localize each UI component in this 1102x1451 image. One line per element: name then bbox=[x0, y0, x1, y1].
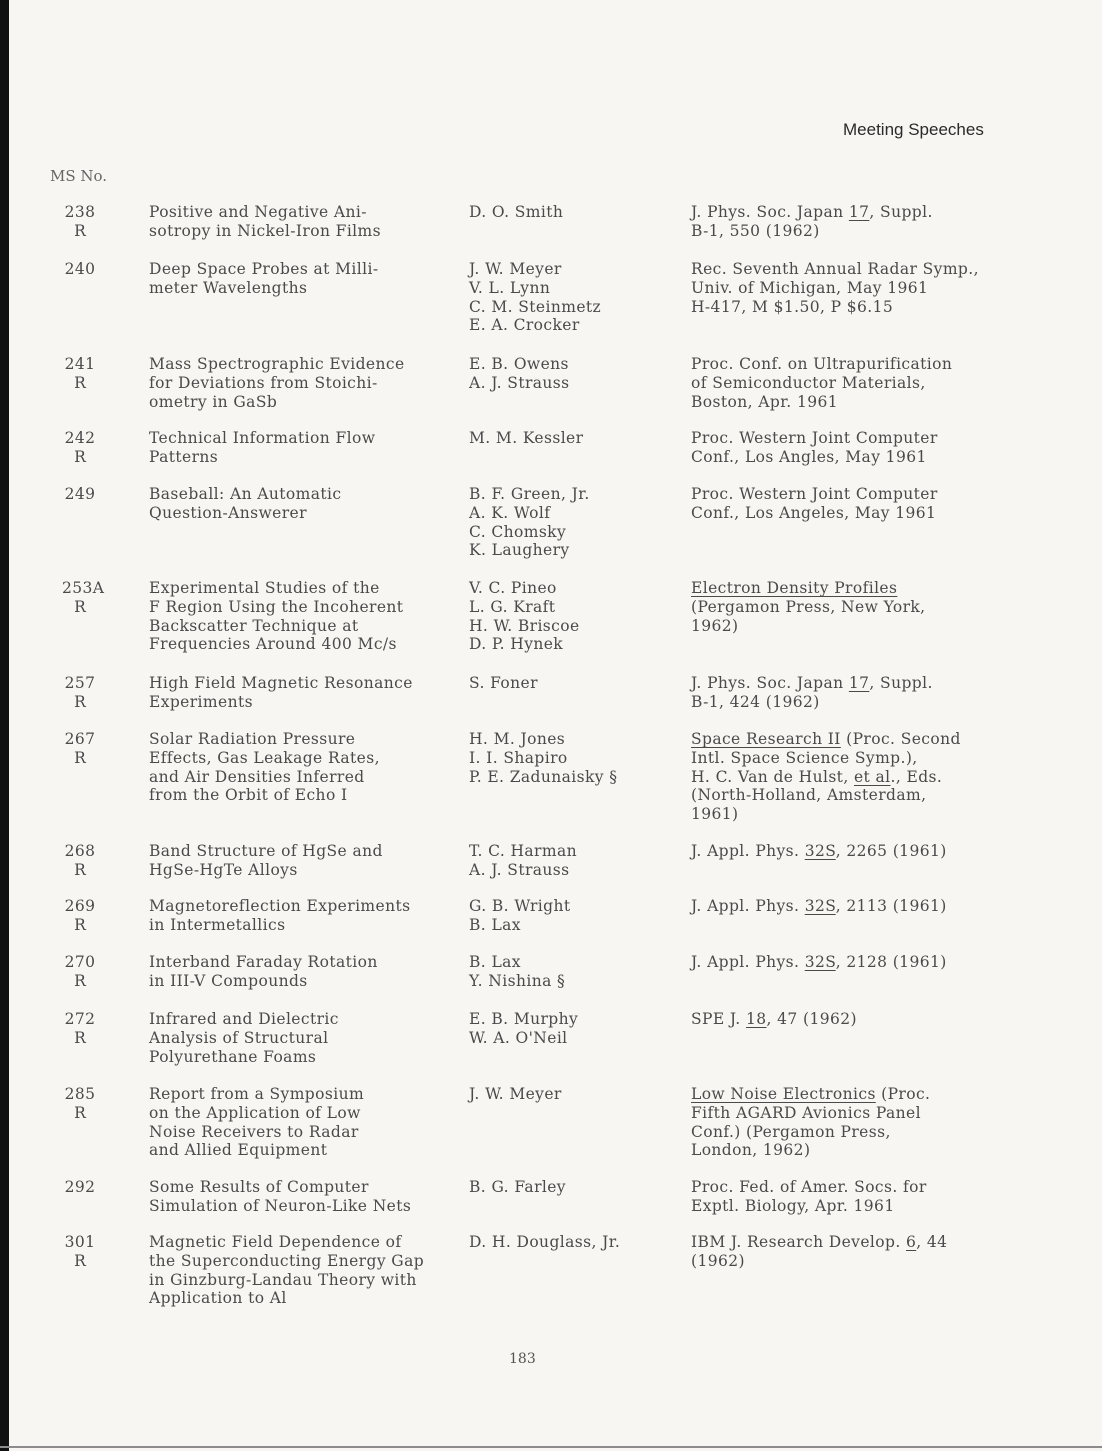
ms-number bbox=[62, 203, 98, 241]
reference-text: of Semiconductor Materials, bbox=[691, 373, 926, 392]
ms-number-value: 269 bbox=[64, 897, 96, 915]
publication-reference bbox=[691, 953, 1011, 972]
author-name: V. C. Pineo bbox=[469, 579, 557, 597]
title-line: Effects, Gas Leakage Rates, bbox=[149, 748, 380, 767]
speech-title bbox=[149, 355, 459, 411]
reference-text: Fifth AGARD Avionics Panel bbox=[691, 1103, 921, 1122]
revision-mark: R bbox=[74, 915, 86, 934]
title-line: Magnetoreflection Experiments bbox=[149, 897, 411, 915]
reference-text: , 2113 (1961) bbox=[835, 897, 947, 915]
publication-reference bbox=[691, 1085, 1011, 1160]
author-name: A. J. Strauss bbox=[469, 373, 570, 392]
underlined-text: Space Research II bbox=[691, 730, 841, 748]
speech-title bbox=[149, 1085, 459, 1160]
reference-text: Proc. Western Joint Computer bbox=[691, 429, 938, 447]
underlined-text: Electron Density Profiles bbox=[691, 579, 898, 597]
reference-line bbox=[691, 768, 1011, 787]
reference-text: B-1, 550 (1962) bbox=[691, 221, 820, 240]
reference-text: B-1, 424 (1962) bbox=[691, 692, 820, 711]
ms-number bbox=[62, 897, 98, 935]
reference-text: 1961) bbox=[691, 805, 739, 824]
speech-title bbox=[149, 897, 459, 935]
reference-line bbox=[691, 1178, 1011, 1197]
title-line: in Intermetallics bbox=[149, 915, 286, 934]
underlined-text: 18 bbox=[745, 1010, 767, 1028]
page-number: 183 bbox=[509, 1351, 536, 1367]
reference-line bbox=[691, 260, 1011, 279]
author-name: S. Foner bbox=[469, 674, 538, 692]
title-line: Experiments bbox=[149, 692, 253, 711]
reference-text: 1962) bbox=[691, 616, 739, 635]
speech-title bbox=[149, 1010, 459, 1066]
revision-mark: R bbox=[74, 692, 86, 711]
reference-text: Conf., Los Angles, May 1961 bbox=[691, 447, 927, 466]
reference-text: J. Appl. Phys. bbox=[691, 842, 805, 860]
speech-authors bbox=[469, 1233, 679, 1252]
reference-line bbox=[691, 298, 1011, 317]
reference-text: ., Eds. bbox=[890, 767, 943, 786]
ms-number bbox=[62, 485, 98, 504]
reference-line bbox=[691, 579, 1011, 598]
author-name: L. G. Kraft bbox=[469, 597, 556, 616]
reference-text: J. Phys. Soc. Japan bbox=[691, 674, 849, 692]
title-line: and Allied Equipment bbox=[149, 1141, 328, 1160]
author-name: I. I. Shapiro bbox=[469, 748, 568, 767]
author-name: M. M. Kessler bbox=[469, 429, 584, 447]
reference-line bbox=[691, 1104, 1011, 1123]
title-line: Experimental Studies of the bbox=[149, 579, 380, 597]
reference-line bbox=[691, 504, 1011, 523]
title-line: in Ginzburg-Landau Theory with bbox=[149, 1270, 417, 1289]
reference-text: Proc. Conf. on Ultrapurification bbox=[691, 355, 953, 373]
revision-mark: R bbox=[74, 597, 86, 616]
author-name: D. O. Smith bbox=[469, 203, 564, 221]
publication-reference bbox=[691, 429, 1011, 467]
reference-text: (Proc. bbox=[875, 1085, 931, 1103]
reference-text: (Pergamon Press, New York, bbox=[691, 597, 926, 616]
title-line: ometry in GaSb bbox=[149, 392, 278, 411]
author-name: K. Laughery bbox=[469, 541, 570, 560]
author-name: B. Lax bbox=[469, 915, 521, 934]
ms-number-value: 238 bbox=[64, 203, 96, 221]
title-line: Interband Faraday Rotation bbox=[149, 953, 378, 971]
reference-text: , 44 bbox=[916, 1233, 948, 1251]
reference-text: (1962) bbox=[691, 1251, 745, 1270]
underlined-text: 32S bbox=[804, 897, 836, 915]
reference-line bbox=[691, 355, 1011, 374]
title-line: from the Orbit of Echo I bbox=[149, 786, 348, 805]
author-name: P. E. Zadunaisky § bbox=[469, 767, 618, 786]
reference-line bbox=[691, 598, 1011, 617]
speech-title bbox=[149, 429, 459, 467]
author-name: E. B. Murphy bbox=[469, 1010, 579, 1028]
speech-title bbox=[149, 842, 459, 880]
publication-reference bbox=[691, 674, 1011, 712]
title-line: Analysis of Structural bbox=[149, 1028, 329, 1047]
reference-text: Exptl. Biology, Apr. 1961 bbox=[691, 1196, 895, 1215]
revision-mark: R bbox=[74, 1103, 86, 1122]
reference-line bbox=[691, 1010, 1011, 1029]
speech-authors bbox=[469, 1178, 679, 1197]
title-line: Positive and Negative Ani- bbox=[149, 203, 367, 221]
title-line: Report from a Symposium bbox=[149, 1085, 365, 1103]
title-line: HgSe-HgTe Alloys bbox=[149, 860, 298, 879]
title-line: sotropy in Nickel-Iron Films bbox=[149, 221, 381, 240]
reference-line bbox=[691, 730, 1011, 749]
author-name: H. M. Jones bbox=[469, 730, 566, 748]
author-name: E. B. Owens bbox=[469, 355, 569, 373]
title-line: F Region Using the Incoherent bbox=[149, 597, 404, 616]
reference-line bbox=[691, 786, 1011, 805]
ms-number-value: 301 bbox=[64, 1233, 96, 1251]
publication-reference bbox=[691, 485, 1011, 523]
title-line: the Superconducting Energy Gap bbox=[149, 1251, 425, 1270]
publication-reference bbox=[691, 730, 1011, 824]
author-name: B. G. Farley bbox=[469, 1178, 566, 1196]
speech-title bbox=[149, 730, 459, 805]
author-name: C. M. Steinmetz bbox=[469, 297, 602, 316]
reference-text: Proc. Fed. of Amer. Socs. for bbox=[691, 1178, 927, 1196]
speech-title bbox=[149, 1233, 459, 1308]
publication-reference bbox=[691, 260, 1011, 316]
bottom-rule bbox=[0, 1446, 1102, 1448]
author-name: G. B. Wright bbox=[469, 897, 571, 915]
ms-number bbox=[62, 730, 98, 768]
ms-number-column-label: MS No. bbox=[50, 167, 108, 185]
reference-text: H. C. Van de Hulst, bbox=[691, 767, 854, 786]
speech-title bbox=[149, 579, 459, 654]
revision-mark: R bbox=[74, 221, 86, 240]
publication-reference bbox=[691, 1233, 1011, 1271]
revision-mark: R bbox=[74, 748, 86, 767]
underlined-text: 17 bbox=[848, 674, 870, 692]
title-line: Simulation of Neuron-Like Nets bbox=[149, 1196, 412, 1215]
title-line: Mass Spectrographic Evidence bbox=[149, 355, 405, 373]
reference-text: Intl. Space Science Symp.), bbox=[691, 748, 918, 767]
reference-line bbox=[691, 842, 1011, 861]
ms-number-value: 240 bbox=[64, 260, 96, 278]
ms-number-value: 241 bbox=[64, 355, 96, 373]
speech-authors bbox=[469, 674, 679, 693]
reference-text: J. Appl. Phys. bbox=[691, 897, 805, 915]
author-name: H. W. Briscoe bbox=[469, 616, 580, 635]
reference-line bbox=[691, 279, 1011, 298]
reference-line bbox=[691, 1252, 1011, 1271]
title-line: Backscatter Technique at bbox=[149, 616, 359, 635]
reference-text: SPE J. bbox=[691, 1010, 746, 1028]
reference-line bbox=[691, 1141, 1011, 1160]
speech-title bbox=[149, 485, 459, 523]
ms-number bbox=[62, 953, 98, 991]
underlined-text: 17 bbox=[848, 203, 870, 221]
title-line: High Field Magnetic Resonance bbox=[149, 674, 413, 692]
title-line: Magnetic Field Dependence of bbox=[149, 1233, 402, 1251]
reference-line bbox=[691, 485, 1011, 504]
author-name: W. A. O'Neil bbox=[469, 1028, 568, 1047]
author-name: A. J. Strauss bbox=[469, 860, 570, 879]
ms-number-value: 249 bbox=[64, 485, 96, 503]
title-line: Technical Information Flow bbox=[149, 429, 376, 447]
author-name: T. C. Harman bbox=[469, 842, 577, 860]
ms-number-value: 292 bbox=[64, 1178, 96, 1196]
ms-number bbox=[62, 260, 98, 279]
reference-text: J. Appl. Phys. bbox=[691, 953, 805, 971]
reference-text: Conf.) (Pergamon Press, bbox=[691, 1122, 891, 1141]
ms-number-value: 268 bbox=[64, 842, 96, 860]
reference-text: , 2265 (1961) bbox=[835, 842, 947, 860]
reference-text: IBM J. Research Develop. bbox=[691, 1233, 906, 1251]
speech-authors bbox=[469, 897, 679, 935]
ms-number bbox=[62, 355, 98, 393]
publication-reference bbox=[691, 355, 1011, 411]
ms-number bbox=[62, 579, 105, 617]
title-line: Deep Space Probes at Milli- bbox=[149, 260, 379, 278]
speech-authors bbox=[469, 203, 679, 222]
publication-reference bbox=[691, 1178, 1011, 1216]
reference-text: (Proc. Second bbox=[840, 730, 961, 748]
revision-mark: R bbox=[74, 447, 86, 466]
reference-line bbox=[691, 617, 1011, 636]
speech-authors bbox=[469, 1010, 679, 1048]
reference-line bbox=[691, 1197, 1011, 1216]
reference-text: , Suppl. bbox=[869, 203, 933, 221]
publication-reference bbox=[691, 579, 1011, 635]
author-name: E. A. Crocker bbox=[469, 316, 580, 335]
speech-authors bbox=[469, 842, 679, 880]
title-line: Infrared and Dielectric bbox=[149, 1010, 339, 1028]
author-name: B. Lax bbox=[469, 953, 521, 971]
reference-line bbox=[691, 429, 1011, 448]
title-line: Band Structure of HgSe and bbox=[149, 842, 383, 860]
title-line: on the Application of Low bbox=[149, 1103, 361, 1122]
reference-line bbox=[691, 749, 1011, 768]
underlined-text: Low Noise Electronics bbox=[691, 1085, 876, 1103]
reference-line bbox=[691, 203, 1011, 222]
reference-line bbox=[691, 953, 1011, 972]
underlined-text: 32S bbox=[804, 842, 836, 860]
ms-number-value: 257 bbox=[64, 674, 96, 692]
speech-authors bbox=[469, 579, 679, 654]
ms-number bbox=[62, 1233, 98, 1271]
title-line: Some Results of Computer bbox=[149, 1178, 369, 1196]
ms-number bbox=[62, 429, 98, 467]
title-line: Question-Answerer bbox=[149, 503, 307, 522]
title-line: Baseball: An Automatic bbox=[149, 485, 342, 503]
publication-reference bbox=[691, 842, 1011, 861]
underlined-text: 32S bbox=[804, 953, 836, 971]
reference-line bbox=[691, 897, 1011, 916]
speech-authors bbox=[469, 953, 679, 991]
reference-text: , Suppl. bbox=[869, 674, 933, 692]
publication-reference bbox=[691, 203, 1011, 241]
ms-number bbox=[62, 1010, 98, 1048]
ms-number bbox=[62, 1085, 98, 1123]
running-head: Meeting Speeches bbox=[843, 120, 984, 139]
author-name: A. K. Wolf bbox=[469, 503, 551, 522]
speech-title bbox=[149, 674, 459, 712]
reference-line bbox=[691, 222, 1011, 241]
underlined-text: 6 bbox=[905, 1233, 917, 1251]
reference-text: Rec. Seventh Annual Radar Symp., bbox=[691, 260, 979, 278]
underlined-text: et al bbox=[853, 767, 891, 786]
author-name: Y. Nishina § bbox=[469, 971, 566, 990]
reference-line bbox=[691, 674, 1011, 693]
author-name: C. Chomsky bbox=[469, 522, 567, 541]
author-name: J. W. Meyer bbox=[469, 260, 562, 278]
title-line: Noise Receivers to Radar bbox=[149, 1122, 359, 1141]
publication-reference bbox=[691, 1010, 1011, 1029]
speech-authors bbox=[469, 260, 679, 335]
ms-number-value: 270 bbox=[64, 953, 96, 971]
speech-authors bbox=[469, 355, 679, 393]
speech-authors bbox=[469, 730, 679, 786]
reference-text: Univ. of Michigan, May 1961 bbox=[691, 278, 929, 297]
author-name: J. W. Meyer bbox=[469, 1085, 562, 1103]
ms-number bbox=[62, 674, 98, 712]
title-line: Polyurethane Foams bbox=[149, 1047, 317, 1066]
reference-text: (North-Holland, Amsterdam, bbox=[691, 786, 927, 805]
ms-number-value: 253A bbox=[62, 579, 105, 597]
speech-title bbox=[149, 1178, 459, 1216]
ms-number bbox=[62, 842, 98, 880]
speech-title bbox=[149, 260, 459, 298]
reference-text: , 2128 (1961) bbox=[835, 953, 947, 971]
title-line: Application to Al bbox=[149, 1289, 287, 1308]
title-line: and Air Densities Inferred bbox=[149, 767, 365, 786]
reference-text: Conf., Los Angeles, May 1961 bbox=[691, 503, 937, 522]
title-line: Solar Radiation Pressure bbox=[149, 730, 356, 748]
revision-mark: R bbox=[74, 1251, 86, 1270]
ms-number bbox=[62, 1178, 98, 1197]
title-line: Patterns bbox=[149, 447, 219, 466]
speech-title bbox=[149, 953, 459, 991]
revision-mark: R bbox=[74, 860, 86, 879]
revision-mark: R bbox=[74, 1028, 86, 1047]
author-name: B. F. Green, Jr. bbox=[469, 485, 590, 503]
reference-text: H-417, M $1.50, P $6.15 bbox=[691, 297, 894, 316]
reference-text: Proc. Western Joint Computer bbox=[691, 485, 938, 503]
reference-text: , 47 (1962) bbox=[766, 1010, 857, 1028]
reference-line bbox=[691, 448, 1011, 467]
reference-line bbox=[691, 1123, 1011, 1142]
author-name: V. L. Lynn bbox=[469, 278, 551, 297]
author-name: D. P. Hynek bbox=[469, 635, 564, 654]
speech-title bbox=[149, 203, 459, 241]
speech-authors bbox=[469, 429, 679, 448]
title-line: in III-V Compounds bbox=[149, 971, 308, 990]
reference-text: Boston, Apr. 1961 bbox=[691, 392, 838, 411]
reference-line bbox=[691, 1233, 1011, 1252]
revision-mark: R bbox=[74, 971, 86, 990]
reference-line bbox=[691, 393, 1011, 412]
reference-text: London, 1962) bbox=[691, 1141, 811, 1160]
reference-text: J. Phys. Soc. Japan bbox=[691, 203, 849, 221]
reference-line bbox=[691, 693, 1011, 712]
ms-number-value: 272 bbox=[64, 1010, 96, 1028]
title-line: Frequencies Around 400 Mc/s bbox=[149, 635, 397, 654]
reference-line bbox=[691, 374, 1011, 393]
revision-mark: R bbox=[74, 373, 86, 392]
reference-line bbox=[691, 1085, 1011, 1104]
speech-authors bbox=[469, 1085, 679, 1104]
title-line: meter Wavelengths bbox=[149, 278, 308, 297]
speech-authors bbox=[469, 485, 679, 560]
author-name: D. H. Douglass, Jr. bbox=[469, 1233, 621, 1251]
reference-line bbox=[691, 805, 1011, 824]
publication-reference bbox=[691, 897, 1011, 916]
ms-number-value: 285 bbox=[64, 1085, 96, 1103]
ms-number-value: 242 bbox=[64, 429, 96, 447]
ms-number-value: 267 bbox=[64, 730, 96, 748]
title-line: for Deviations from Stoichi- bbox=[149, 373, 378, 392]
